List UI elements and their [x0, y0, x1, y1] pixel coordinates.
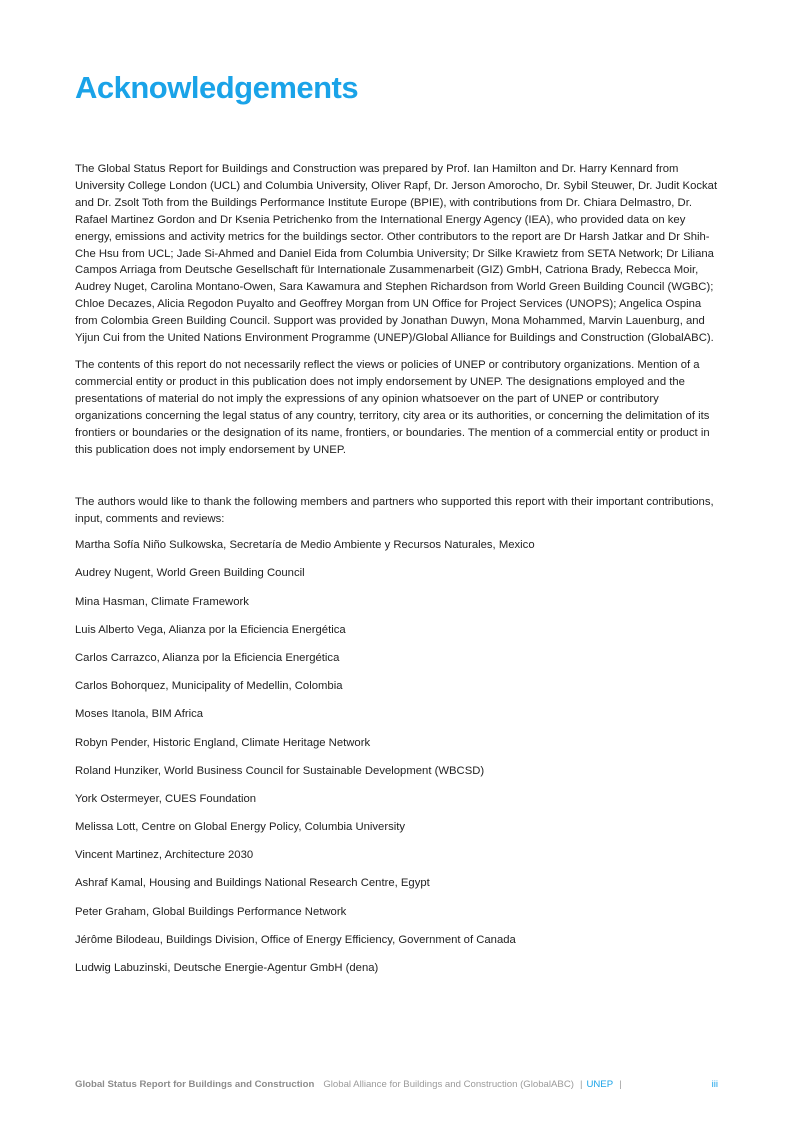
reviewer-item: Roland Hunziker, World Business Council for Sustainable Development (WBCSD)	[75, 764, 485, 777]
main-content	[75, 161, 723, 988]
authors-paragraph: The Global Status Report for Buildings and Construction was prepared by Prof. Ian Hamilton and Dr. Harry Kennard from University College London (UCL) and Columbia University, Oliver Rapf, Dr. Jerson Amorocho, Dr. Sybil Steuwer, Dr. Judit Kockat and Dr. Zsolt Toth from the Buildings Performance Institute Europe (BPIE), with contributions from Dr. Chiara Delmastro, Dr. Rafael Martinez Gordon and Dr Ksenia Petrichenko from the International Energy Agency (IEA), who provided data on key energy, emissions and activity metrics for the buildings sector. Other contributors to the report are Dr Harsh Jatkar and Dr Shih-Che Hsu from UCL; Jade Si-Ahmed and Daniel Eida from Columbia University; Dr Silke Krawietz from SETA Network; Dr Liliana Campos Arriaga from Deutsche Gesellschaft für Internationale Zusammenarbeit (GIZ) GmbH, Catriona Brady, Rebecca Moir, Audrey Nuget, Carolina Montano-Owen, Sara Kawamura and Stephen Richardson from World Green Building Council (WGBC); Chloe Decazes, Alicia Regodon Puyalto and Geoffrey Morgan from UN Office for Project Services (UNOPS); Angelica Ospina from Colombia Green Building Council. Support was provided by Jonathan Duwyn, Mona Mohammed, Marvin Lauenburg, and Yijun Cui from the United Nations Environment Programme (UNEP)/Global Alliance for Buildings and Construction (GlobalABC).	[75, 163, 718, 345]
reviewer-item: Mina Hasman, Climate Framework	[75, 595, 249, 608]
disclaimer-paragraph: The contents of this report do not necessarily reflect the views or policies of UNEP or contributory organizations. Mention of a commercial entity or product in this publication does not imply endorsement by UNEP. The designations employed and the presentations of material do not imply the expressions of any opinion whatsoever on the part of UNEP or contributory organizations concerning the legal status of any country, territory, city area or its authorities, or concerning the delimitation of its frontiers or boundaries or the designation of its name, frontiers, or boundaries. The mention of a commercial entity or product in this publication does not imply endorsement by UNEP.	[75, 358, 710, 456]
footer-report-title: Global Status Report for Buildings and Construction	[75, 1079, 315, 1090]
footer-unep: UNEP	[586, 1079, 614, 1090]
footer-separator: |	[579, 1079, 583, 1090]
reviewer-item: Moses Itanola, BIM Africa	[75, 708, 204, 721]
reviewer-item: Ludwig Labuzinski, Deutsche Energie-Agentur GmbH (dena)	[75, 962, 379, 975]
reviewer-item: Ashraf Kamal, Housing and Buildings National Research Centre, Egypt	[75, 877, 430, 890]
footer-separator: |	[619, 1079, 622, 1090]
reviewer-item: Vincent Martinez, Architecture 2030	[75, 849, 254, 862]
reviewer-item: Jérôme Bilodeau, Buildings Division, Office of Energy Efficiency, Government of Canada	[75, 933, 516, 946]
reviewer-item: Martha Sofía Niño Sulkowska, Secretaría de Medio Ambiente y Recursos Naturales, Mexico	[75, 539, 535, 552]
page-number: iii	[711, 1079, 718, 1090]
reviewer-item: Luis Alberto Vega, Alianza por la Eficiencia Energética	[75, 623, 346, 636]
reviewer-item: York Ostermeyer, CUES Foundation	[75, 792, 257, 805]
footer-alliance: Global Alliance for Buildings and Construction (GlobalABC)	[323, 1079, 574, 1090]
page-title: Acknowledgements	[75, 70, 359, 105]
reviewer-item: Robyn Pender, Historic England, Climate Heritage Network	[75, 736, 371, 749]
thanks-intro: The authors would like to thank the following members and partners who supported this report with their important contributions, input, comments and reviews:	[75, 496, 714, 526]
reviewer-item: Audrey Nugent, World Green Building Council	[75, 567, 305, 580]
reviewer-item: Melissa Lott, Centre on Global Energy Policy, Columbia University	[75, 821, 406, 834]
reviewer-item: Carlos Bohorquez, Municipality of Medellin, Colombia	[75, 680, 343, 693]
reviewer-item: Peter Graham, Global Buildings Performance Network	[75, 905, 347, 918]
reviewer-item: Carlos Carrazco, Alianza por la Eficiencia Energética	[75, 651, 340, 664]
page-footer	[75, 1079, 718, 1090]
reviewer-list	[75, 537, 723, 988]
